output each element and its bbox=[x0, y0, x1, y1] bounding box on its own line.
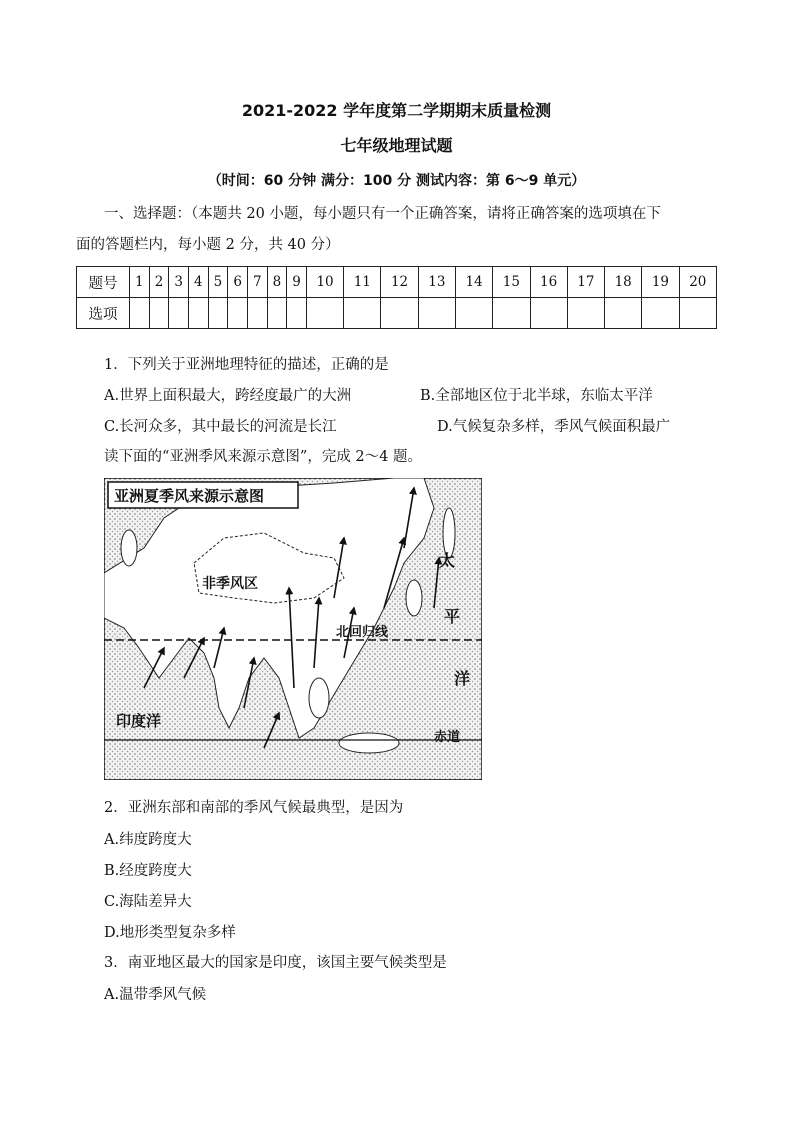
answer-number: 20 bbox=[679, 267, 716, 298]
q2-option-c: C.海陆差异大 bbox=[104, 894, 192, 910]
answer-number: 14 bbox=[455, 267, 492, 298]
answer-number: 11 bbox=[344, 267, 381, 298]
answer-table-option-row bbox=[77, 298, 717, 329]
answer-cell[interactable] bbox=[567, 298, 604, 329]
q2-option-a: A.纬度跨度大 bbox=[104, 832, 192, 848]
answer-table-row2-label: 选项 bbox=[77, 298, 130, 329]
exam-info: （时间：60 分钟 满分：100 分 测试内容：第 6～9 单元） bbox=[207, 173, 586, 189]
answer-cell[interactable] bbox=[455, 298, 492, 329]
exam-title: 2021-2022 学年度第二学期期末质量检测 bbox=[241, 101, 552, 120]
answer-number: 10 bbox=[306, 267, 343, 298]
q1-option-c: C.长河众多，其中最长的河流是长江 bbox=[104, 419, 337, 435]
answer-number: 3 bbox=[169, 267, 189, 298]
answer-cell[interactable] bbox=[306, 298, 343, 329]
answer-cell[interactable] bbox=[169, 298, 189, 329]
answer-cell[interactable] bbox=[642, 298, 679, 329]
reading-instruction: 读下面的“亚洲季风来源示意图”，完成 2～4 题。 bbox=[104, 449, 422, 465]
answer-number: 19 bbox=[642, 267, 679, 298]
label-tropic: 北回归线 bbox=[336, 625, 389, 640]
answer-number: 6 bbox=[228, 267, 248, 298]
answer-number: 18 bbox=[605, 267, 642, 298]
answer-cell[interactable] bbox=[530, 298, 567, 329]
answer-number: 7 bbox=[247, 267, 267, 298]
answer-cell[interactable] bbox=[208, 298, 228, 329]
q2-option-d: D.地形类型复杂多样 bbox=[104, 925, 236, 941]
q1-option-b: B.全部地区位于北半球，东临太平洋 bbox=[420, 388, 653, 404]
answer-cell[interactable] bbox=[228, 298, 248, 329]
island bbox=[406, 580, 422, 616]
answer-number: 16 bbox=[530, 267, 567, 298]
label-pacific-3: 洋 bbox=[454, 669, 471, 688]
island bbox=[309, 678, 329, 718]
answer-cell[interactable] bbox=[493, 298, 530, 329]
q2-option-b: B.经度跨度大 bbox=[104, 863, 192, 879]
answer-number: 1 bbox=[130, 267, 150, 298]
answer-number: 13 bbox=[418, 267, 455, 298]
answer-table bbox=[76, 266, 717, 329]
answer-number: 15 bbox=[493, 267, 530, 298]
q3-option-a: A.温带季风气候 bbox=[104, 987, 207, 1003]
q1-stem: 1．下列关于亚洲地理特征的描述，正确的是 bbox=[104, 357, 389, 373]
answer-cell[interactable] bbox=[381, 298, 418, 329]
q2-stem: 2．亚洲东部和南部的季风气候最典型，是因为 bbox=[104, 800, 404, 816]
answer-cell[interactable] bbox=[267, 298, 287, 329]
q3-stem: 3．南亚地区最大的国家是印度，该国主要气候类型是 bbox=[104, 955, 447, 971]
answer-number: 4 bbox=[188, 267, 208, 298]
answer-table-row1-label: 题号 bbox=[77, 267, 130, 298]
answer-number: 8 bbox=[267, 267, 287, 298]
island bbox=[339, 733, 399, 753]
answer-cell[interactable] bbox=[247, 298, 267, 329]
answer-cell[interactable] bbox=[287, 298, 307, 329]
answer-cell[interactable] bbox=[344, 298, 381, 329]
exam-subtitle: 七年级地理试题 bbox=[340, 136, 453, 155]
answer-number: 5 bbox=[208, 267, 228, 298]
answer-number: 17 bbox=[567, 267, 604, 298]
answer-number: 2 bbox=[149, 267, 169, 298]
q1-option-a: A.世界上面积最大，跨经度最广的大洲 bbox=[104, 388, 352, 404]
answer-number: 12 bbox=[381, 267, 418, 298]
asia-monsoon-map bbox=[104, 478, 482, 780]
label-pacific-1: 太 bbox=[439, 551, 456, 570]
label-indian-ocean: 印度洋 bbox=[116, 712, 162, 730]
island bbox=[121, 530, 137, 566]
section1-intro-line1: 一、选择题：（本题共 20 小题，每小题只有一个正确答案，请将正确答案的选项填在下 bbox=[104, 206, 661, 222]
answer-cell[interactable] bbox=[130, 298, 150, 329]
answer-cell[interactable] bbox=[418, 298, 455, 329]
q1-option-d: D.气候复杂多样，季风气候面积最广 bbox=[437, 419, 671, 435]
answer-cell[interactable] bbox=[605, 298, 642, 329]
answer-cell[interactable] bbox=[149, 298, 169, 329]
answer-cell[interactable] bbox=[188, 298, 208, 329]
section1-intro-line2: 面的答题栏内，每小题 2 分，共 40 分） bbox=[76, 237, 340, 253]
answer-cell[interactable] bbox=[679, 298, 716, 329]
answer-number: 9 bbox=[287, 267, 307, 298]
label-non-monsoon: 非季风区 bbox=[202, 576, 258, 592]
answer-table-number-row bbox=[77, 267, 717, 298]
label-equator: 赤道 bbox=[434, 730, 461, 745]
label-pacific-2: 平 bbox=[444, 607, 461, 626]
map-title: 亚洲夏季风来源示意图 bbox=[114, 487, 265, 505]
